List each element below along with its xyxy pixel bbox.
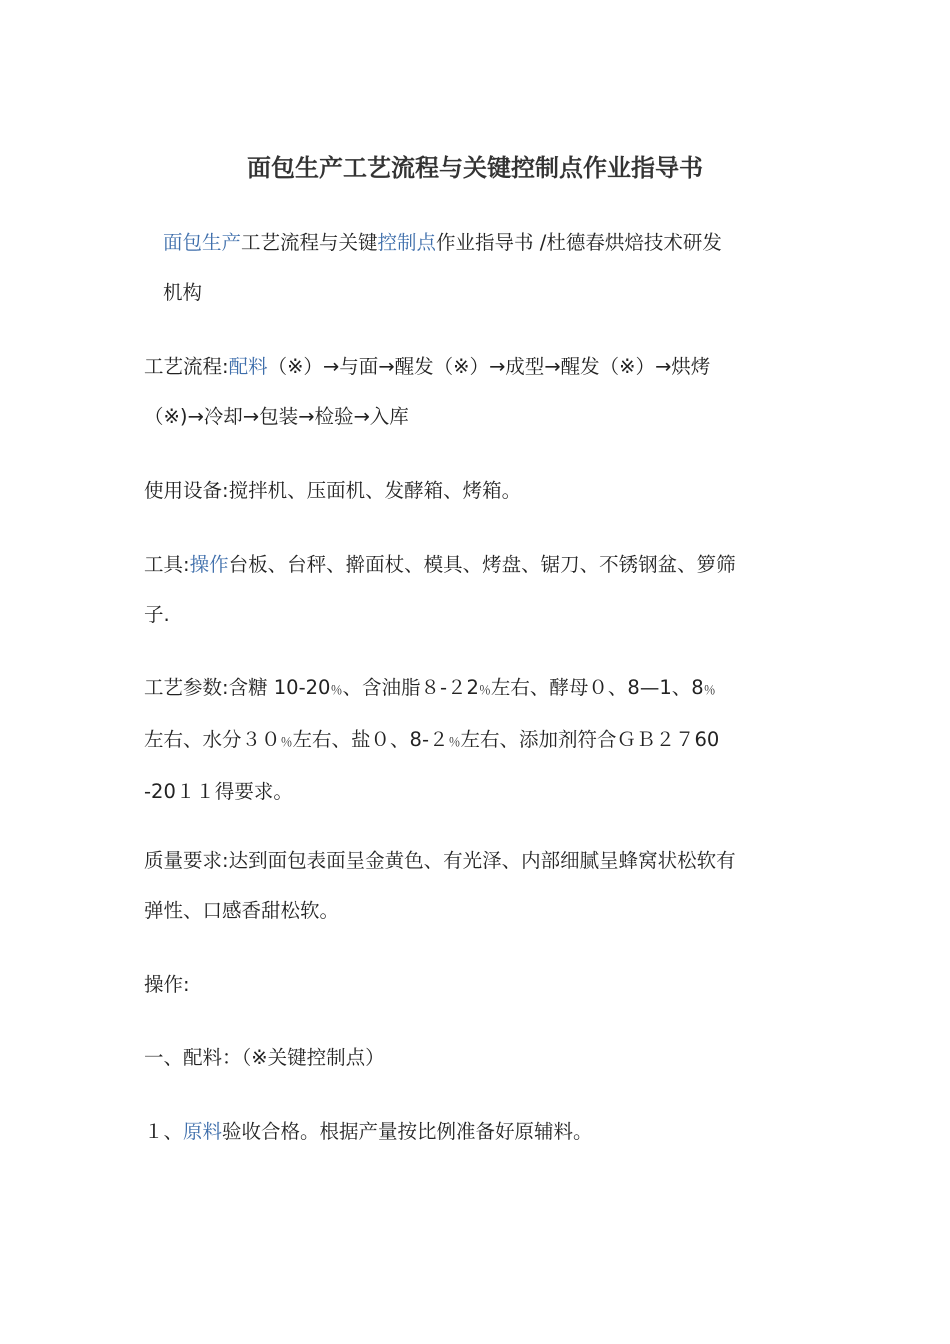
item-1-text: 验收合格。根据产量按比例准备好原辅料。: [222, 1120, 593, 1143]
process-line-1: （※）→与面→醒发（※）→成型→醒发（※）→烘烤: [267, 355, 711, 378]
percent-sign: ％: [448, 735, 461, 749]
equipment-paragraph: [144, 466, 808, 516]
link-ingredients[interactable]: 配料: [228, 355, 268, 378]
subtitle-text-2: 作业指导书 /杜德春烘焙技术研发: [436, 231, 722, 254]
subtitle-line-2: 机构: [163, 281, 203, 304]
tools-line-1: 台板、台秤、擀面杖、模具、烤盘、锯刀、不锈钢盆、箩筛: [228, 553, 736, 576]
link-bread-production[interactable]: 面包生产: [163, 231, 242, 254]
document-title: 面包生产工艺流程与关键控制点作业指导书: [247, 154, 703, 182]
item-1-prefix: １、: [144, 1120, 184, 1143]
link-operation[interactable]: 操作: [189, 553, 229, 576]
equipment-text: 使用设备:搅拌机、压面机、发酵箱、烤箱。: [144, 479, 522, 502]
percent-sign: ％: [330, 683, 343, 697]
section-1-heading: [144, 1033, 808, 1083]
link-control-point[interactable]: 控制点: [377, 231, 437, 254]
process-label: 工艺流程:: [144, 355, 229, 378]
params-line-3: -20１１得要求。: [144, 780, 293, 803]
percent-sign: ％: [478, 683, 491, 697]
tools-label: 工具:: [144, 553, 190, 576]
tools-line-2: 子.: [144, 603, 170, 626]
quality-line-2: 弹性、口感香甜松软。: [144, 899, 340, 922]
params-text-2a: 左右、水分３０: [144, 728, 281, 751]
params-text-1b: 、含油脂８-２2: [342, 676, 479, 699]
link-raw-materials[interactable]: 原料: [183, 1120, 223, 1143]
subtitle-paragraph: [163, 218, 803, 318]
operation-heading: [144, 960, 808, 1010]
item-1-paragraph: [144, 1107, 808, 1157]
quality-line-1: 质量要求:达到面包表面呈金黄色、有光泽、内部细腻呈蜂窝状松软有: [144, 849, 736, 872]
subtitle-text-1: 工艺流程与关键: [241, 231, 378, 254]
section-1-text: 一、配料：（※关键控制点）: [144, 1046, 385, 1069]
params-paragraph: [144, 663, 808, 817]
quality-paragraph: [144, 836, 808, 936]
percent-sign: ％: [703, 683, 716, 697]
params-text-1a: 工艺参数:含糖 10-20: [144, 676, 331, 699]
process-line-2: （※)→冷却→包装→检验→入库: [144, 405, 409, 428]
tools-paragraph: [144, 540, 808, 640]
percent-sign: ％: [280, 735, 293, 749]
process-paragraph: [144, 342, 808, 442]
params-text-2b: 左右、盐０、8-２: [292, 728, 449, 751]
params-text-2c: 左右、添加剂符合ＧＢ２７60: [460, 728, 720, 751]
operation-text: 操作:: [144, 973, 190, 996]
params-text-1c: 左右、酵母０、8—1、8: [490, 676, 704, 699]
